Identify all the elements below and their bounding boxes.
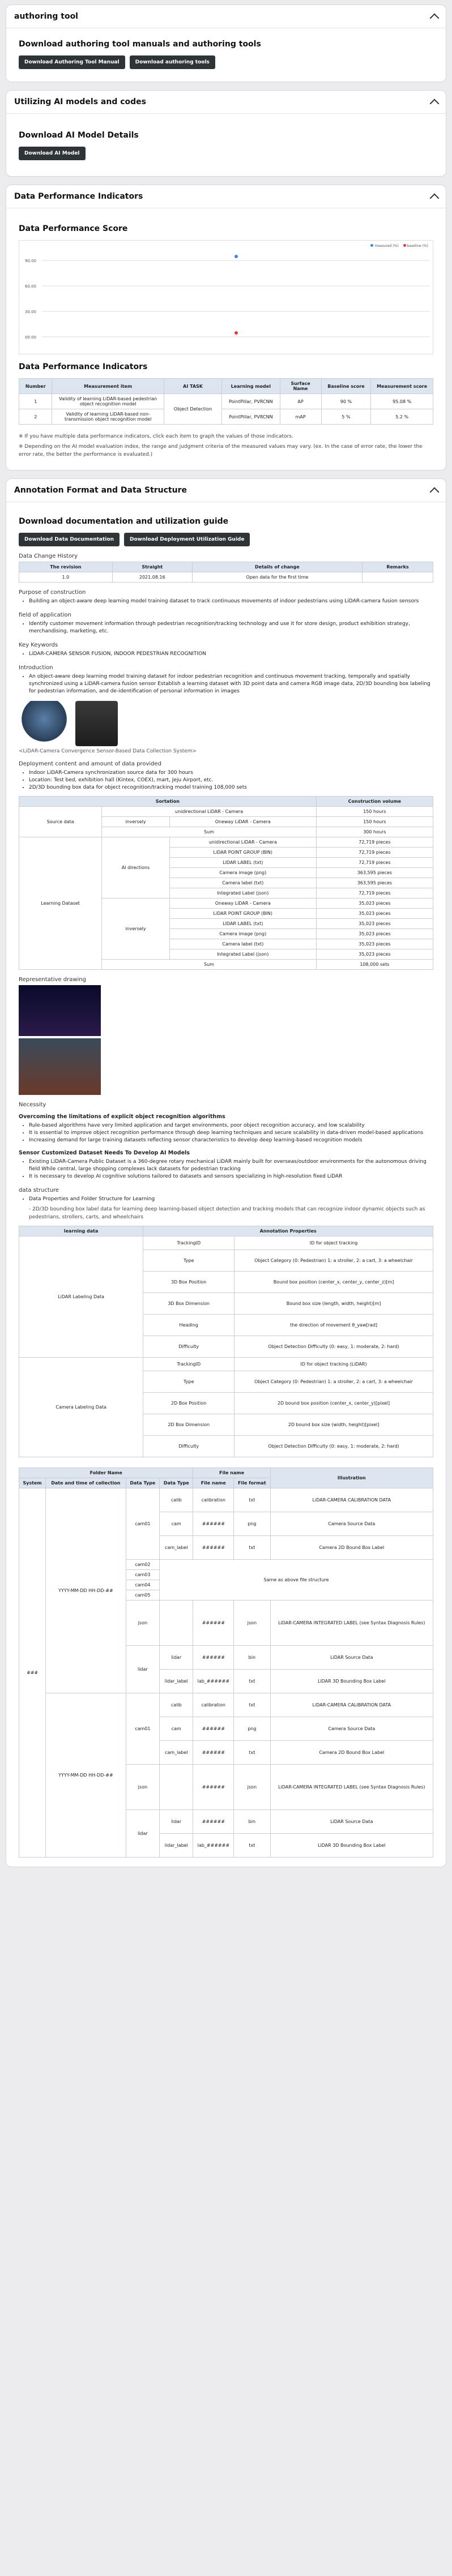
measured-point xyxy=(234,255,238,258)
b1-heading: Overcoming the limitations of explicit object recognition algorithms xyxy=(19,1114,225,1120)
authoring-tool-card xyxy=(6,5,446,82)
table-row: 1.0 2021.08.16 Open data for the first time xyxy=(19,572,433,583)
download-manual-button[interactable]: Download Authoring Tool Manual xyxy=(19,55,125,69)
intro-text: • An object-aware deep learning model training dataset for indoor pedestrian recognition and continuous movement tracking, temporally and spatially synchronized using a LiDAR-camera fusion sensor Establish a learning dataset with 3D point data and camera RGB image data, 2D/3D bounding box labeling for pedestrian information, and de-identification of personal information in images xyxy=(29,673,433,695)
rep-image-camera xyxy=(19,1038,101,1095)
history-heading: Data Change History xyxy=(19,553,78,559)
authoring-tool-header[interactable] xyxy=(6,5,446,28)
sensor-images xyxy=(19,701,433,746)
content-heading: Deployment content and amount of data provided xyxy=(19,761,161,767)
lidar-sensor-image xyxy=(19,701,70,746)
rep-heading: Representative drawing xyxy=(19,977,86,983)
docs-heading: Download documentation and utilization guide xyxy=(19,517,229,526)
performance-header[interactable] xyxy=(6,185,446,208)
download-tools-button[interactable]: Download authoring tools xyxy=(130,55,215,69)
y-tick-90: 90.00 xyxy=(25,259,37,263)
section-title: Utilizing AI models and codes xyxy=(14,97,146,106)
chevron-up-icon[interactable] xyxy=(430,193,440,203)
col-baseline: Baseline score xyxy=(321,379,371,394)
col-measured: Measurement score xyxy=(371,379,433,394)
performance-chart xyxy=(19,240,433,354)
chevron-up-icon[interactable] xyxy=(430,99,440,108)
keywords-text: • LiDAR-CAMERA SENSOR FUSION, INDOOR PEDESTRIAN RECOGNITION xyxy=(29,651,433,658)
chevron-up-icon[interactable] xyxy=(430,487,440,497)
camera-box-image xyxy=(75,701,118,746)
col-task: AI TASK xyxy=(164,379,221,394)
download-guide-button[interactable]: Download Deployment Utilization Guide xyxy=(124,533,250,546)
section-title: Annotation Format and Data Structure xyxy=(14,486,187,495)
section-heading: Download authoring tool manuals and authoring tools xyxy=(19,40,261,49)
intro-heading: Introduction xyxy=(19,665,53,671)
download-ai-model-button[interactable]: Download AI Model xyxy=(19,147,86,160)
col-surface: Surface Name xyxy=(280,379,321,394)
b2-heading: Sensor Customized Dataset Needs To Develop AI Models xyxy=(19,1150,190,1156)
baseline-point xyxy=(234,331,238,335)
sensor-caption: <LiDAR-Camera Convergence Sensor-Based Data Collection System> xyxy=(19,748,197,754)
section-title: authoring tool xyxy=(14,12,78,21)
score-heading: Data Performance Score xyxy=(19,224,128,233)
annotation-card: Annotation Format and Data Structure Download documentation and utilization guide Download Data Documentation Download Deployment Utilization Guide Data Change History The revision Straight Details of change Remarks 1.0 2021.08.16 Open data for the first time Purpose of construction • Building an object-aware deep learning model training dataset to track continuous movements of indoor pedestrians using LiDAR-camera fusion sensors field of application • Identify customer movement information through pedestrian recognition/tracking technology and use it for store design, product exhibition strategy, merchandising, marketing, etc. Key Keywords • LiDAR-CAMERA SENSOR FUSION, INDOOR PEDESTRIAN RECOGNITION Introduction • An object-aware deep learning model training dataset for indoor pedestrian recognition and continuous movement tracking, temporally and spatially synchronized using a LiDAR-camera fusion sensor Establish a learning dataset with 3D point data and camera RGB image data, 2D/3D bounding box labeling for pedestrian information, and de-identification of personal information in images <LiDAR-Camera Convergence Sensor-Based Data Collection System> Deployment content and amount of data provided • Indoor LiDAR-Camera synchronization source data for 300 hours • Location: Test bed, exhibition hall (Kintex, COEX), mart, Jeju Airport, etc. • 2D/3D bounding box data for object recognition/tracking model training 108,000 sets Sortation Construction volume Source data unidirectional LiDAR - Camera 150 hours inversely Oneway LiDAR - Camera 150 hours Sum 300 hours Learning Dataset AI directions unidirectional LiDAR - Camera 72,719 pieces LiDAR POINT GROUP (BIN) 72,719 pieces LIDAR LABEL (txt) 72,719 pieces Camera image (png) 363,595 pieces Camera label (txt) 363,595 pieces Integrated Label (json) 72,719 pieces inversely Oneway LiDAR - Camera 35,023 pieces LiDAR POINT GROUP (BIN) 35,023 pieces LIDAR LABEL (txt) 35,023 pieces Camera image (png) 35,023 pieces Camera label (txt) 35,023 pieces Integrated Label (json) 35,023 pieces Sum 108,000 sets Representative drawing Necessity Overcoming the limitations of explicit object recognition algorithms • Rule-based algorithms have very limited application and target environments, poor object recognition accuracy, and low scalability • It is essential to improve object recognition performance through deep learning techniques and secure scalability in data-driven model-based applications • Increasing demand for large training datasets reflecting sensor characteristics to develop deep learning-based recognition models Sensor Customized Dataset Needs To Develop AI Models • Existing LiDAR-Camera Public Dataset is a 360-degree rotary mechanical LiDAR mainly built for overseas/outdoor environments for the autonomous driving field While central, large shopping complexes lack datasets for pedestrian tracking • It is necessary to develop AI cognitive solutions tailored to datasets and sensors specializing in high-resolution fixed LiDAR data structure • Data Properties and Folder Structure for Learning - 2D/3D bounding box label data for learning deep learning-based object detection and tracking models that can recognize indoor dynamic objects such as pedestrians, strollers, carts, and wheelchairs learning data Annotation Properties LiDAR Labeling Data TrackingID ID for object tracking Type Object Category (0: Pedestrian) 1: a stroller, 2: a cart, 3: a wheelchair 3D Box Position Bound box position (center_x, center_y, center_z)[m] 3D Box Dimension Bound box size (length, width, height)[m] Heading the direction of movement θ_yaw[rad] Difficulty Object Detection Difficulty (0: easy, 1: moderate, 2: hard) Camera Labeling Data TrackingID ID for object tracking (LiDAR) Type Object Category (0: Pedestrian) 1: a stroller, 2: a cart, 3: a wheelchair 2D Box Position 2D bound box position (center_x, center_y)[pixel] 2D Box Dimension 2D bound box size (width, height)[pixel] Difficulty Object Detection Difficulty (0: easy, 1: moderate, 2: hard) Folder Name File name Illustration System Date and time of collection Data Type Data Type File name File format ### YYYY-MM-DD HH-DD-## cam01 calib calibration txt LiDAR-CAMERA CALIBRATION DATA cam ###### png Camera Source Data cam_label ###### txt Camera 2D Bound Box Label cam02 Same as above file structure cam03 cam04 cam05 json ###### json LiDAR-CAMERA INTEGRATED LABEL (see Syntax Diagnosis Rules) lidar lidar ###### bin LiDAR Source Data lidar_label lab_###### txt LiDAR 3D Bounding Box Label YYYY-MM-DD HH-DD-## cam01 calib calibration txt LiDAR-CAMERA CALIBRATION DATA cam ###### png Camera Source Data cam_label ###### txt Camera 2D Bound Box Label json ###### json LiDAR-CAMERA INTEGRATED LABEL (see Syntax Diagnosis Rules) lidar lidar ###### bin LiDAR Source Data lidar_label lab_###### txt LiDAR 3D Bounding Box Label xyxy=(6,478,446,1867)
performance-card xyxy=(6,185,446,470)
annotation-header[interactable] xyxy=(6,479,446,502)
legend-measured: measured (%) xyxy=(374,244,399,248)
col-item: Measurement item xyxy=(52,379,164,394)
history-table: The revision Straight Details of change Remarks 1.0 2021.08.16 Open data for the first time xyxy=(19,562,433,583)
necessity-heading: Necessity xyxy=(19,1102,46,1108)
section-title: Data Performance Indicators xyxy=(14,192,143,201)
legend-baseline: baseline (%) xyxy=(407,244,428,248)
folder-structure-table: Folder Name File name Illustration System Date and time of collection Data Type Data Type File name File format ### YYYY-MM-DD HH-DD-## cam01 calib calibration txt LiDAR-CAMERA CALIBRATION DATA cam ###### png Camera Source Data cam_label ###### txt Camera 2D Bound Box Label cam02 Same as above file structure cam03 cam04 cam05 json ###### json LiDAR-CAMERA INTEGRATED LABEL (see Syntax Diagnosis Rules) lidar lidar ###### bin LiDAR Source Data lidar_label lab_###### txt LiDAR 3D Bounding Box Label YYYY-MM-DD HH-DD-## cam01 calib calibration txt LiDAR-CAMERA CALIBRATION DATA cam ###### png Camera Source Data cam_label ###### txt Camera 2D Bound Box Label json ###### json LiDAR-CAMERA INTEGRATED LABEL (see Syntax Diagnosis Rules) lidar lidar ###### bin LiDAR Source Data lidar_label lab_###### txt LiDAR 3D Bounding Box Label xyxy=(19,1467,433,1858)
annotation-table: learning data Annotation Properties LiDAR Labeling Data TrackingID ID for object tracking Type Object Category (0: Pedestrian) 1: a stroller, 2: a cart, 3: a wheelchair 3D Box Position Bound box position (center_x, center_y, center_z)[m] 3D Box Dimension Bound box size (length, width, height)[m] Heading the direction of movement θ_yaw[rad] Difficulty Object Detection Difficulty (0: easy, 1: moderate, 2: hard) Camera Labeling Data TrackingID ID for object tracking (LiDAR) Type Object Category (0: Pedestrian) 1: a stroller, 2: a cart, 3: a wheelchair 2D Box Position 2D bound box position (center_x, center_y)[pixel] 2D Box Dimension 2D bound box size (width, height)[pixel] Difficulty Object Detection Difficulty (0: easy, 1: moderate, 2: hard) xyxy=(19,1226,433,1457)
keywords-heading: Key Keywords xyxy=(19,642,58,648)
field-heading: field of application xyxy=(19,612,71,618)
chevron-up-icon[interactable] xyxy=(430,13,440,23)
note-1: ※ If you have multiple data performance indicators, click each item to graph the values of those indicators. xyxy=(19,434,293,439)
download-docs-button[interactable]: Download Data Documentation xyxy=(19,533,120,546)
section-heading: Download AI Model Details xyxy=(19,131,139,140)
rep-image-pointcloud xyxy=(19,985,101,1036)
purpose-text: • Building an object-aware deep learning model training dataset to track continuous movements of indoor pedestrians using LiDAR-camera fusion sensors xyxy=(29,598,433,605)
col-number: Number xyxy=(19,379,52,394)
indicators-heading: Data Performance Indicators xyxy=(19,362,148,371)
rep-images xyxy=(19,985,433,1095)
note-2: ※ Depending on the AI model evaluation index, the range and judgment criteria of the measured values may vary. (ex. In the case of error rate, the lower the error rate, the better the performance is evaluated.) xyxy=(19,444,423,457)
y-tick-30: 30.00 xyxy=(25,310,37,314)
chart-legend xyxy=(370,244,428,248)
ds-heading: data structure xyxy=(19,1187,59,1193)
ai-model-card xyxy=(6,90,446,177)
field-text: • Identify customer movement information through pedestrian recognition/tracking technology and use it for store design, product exhibition strategy, merchandising, marketing, etc. xyxy=(29,621,433,635)
purpose-heading: Purpose of construction xyxy=(19,589,86,596)
chart-svg xyxy=(19,241,438,354)
ai-model-header[interactable] xyxy=(6,91,446,114)
table-row[interactable]: 1 Validity of learning LiDAR-based pedestrian object recognition model Object Detection PointPillar, PVRCNN AP 90 % 95.08 % xyxy=(19,394,433,409)
y-tick-0: 00.00 xyxy=(25,335,37,340)
y-tick-60: 60.00 xyxy=(25,284,37,289)
table-row[interactable]: 2 Validity of learning LiDAR-based non-transmission object recognition model PointPillar, PVRCNN mAP 5 % 5.2 % xyxy=(19,409,433,425)
col-model: Learning model xyxy=(222,379,280,394)
amount-table: Sortation Construction volume Source data unidirectional LiDAR - Camera 150 hours inversely Oneway LiDAR - Camera 150 hours Sum 300 hours Learning Dataset AI directions unidirectional LiDAR - Camera 72,719 pieces LiDAR POINT GROUP (BIN) 72,719 pieces LIDAR LABEL (txt) 72,719 pieces Camera image (png) 363,595 pieces Camera label (txt) 363,595 pieces Integrated Label (json) 72,719 pieces inversely Oneway LiDAR - Camera 35,023 pieces LiDAR POINT GROUP (BIN) 35,023 pieces LIDAR LABEL (txt) 35,023 pieces Camera image (png) 35,023 pieces Camera label (txt) 35,023 pieces Integrated Label (json) 35,023 pieces Sum 108,000 sets xyxy=(19,796,433,970)
indicators-table xyxy=(19,378,433,425)
